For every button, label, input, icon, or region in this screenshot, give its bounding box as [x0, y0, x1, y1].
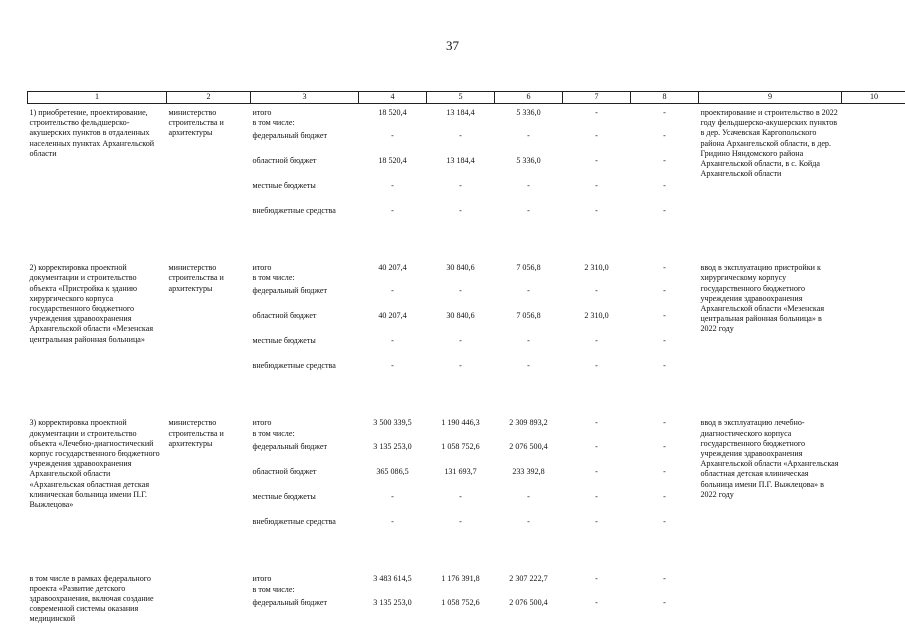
- amount-cell: -: [663, 206, 666, 216]
- amount-cell: -: [459, 206, 462, 216]
- amount-cell: -: [595, 108, 598, 117]
- amount-cell: 3 135 253,0: [373, 598, 412, 608]
- amount-cell: -: [663, 418, 666, 428]
- amount-cell: 5 336,0: [516, 108, 541, 117]
- funding-source: областной бюджет: [252, 311, 317, 321]
- amount-cell: -: [663, 466, 666, 476]
- task-description: 3) корректировка проектной документации и строительство объекта «Лечебно-диагностический корпус государственного бюджетного учреждения здравоохранения Архангельской области «Архангельская областная детская клиническая больница имени П.Г. Выжлецова»: [29, 418, 160, 510]
- executor: министерство строительства и архитектуры: [168, 263, 224, 293]
- column-number: 10: [842, 92, 905, 104]
- amount-cell: -: [391, 361, 394, 371]
- funding-source: местные бюджеты: [252, 336, 316, 346]
- column-10-cell: [842, 104, 905, 260]
- amount-cell: [495, 585, 563, 599]
- amount-cell: [631, 429, 699, 442]
- funding-source: итого: [252, 263, 272, 273]
- expected-result: ввод в эксплуатацию пристройки к хирургическому корпусу государственного бюджетного учреждения здравоохранения Архангельской области «Мезенская центральная районная больница» в 2022 году: [700, 263, 825, 334]
- amount-cell: 233 392,8: [512, 466, 545, 476]
- amount-cell: -: [595, 441, 598, 451]
- amount-cell: 1 190 446,3: [441, 418, 480, 428]
- amount-cell: 365 086,5: [376, 466, 409, 476]
- amount-cell: 1 176 391,8: [441, 573, 480, 583]
- amount-cell: -: [663, 441, 666, 451]
- amount-cell: -: [663, 573, 666, 583]
- funding-source: в том числе:: [252, 273, 295, 283]
- amount-cell: -: [595, 361, 598, 371]
- column-10-cell: [842, 259, 905, 414]
- amount-cell: -: [391, 286, 394, 296]
- task-description: 2) корректировка проектной документации и строительство объекта «Пристройка к зданию хирургического корпуса государственного бюджетного учреждения здравоохранения Архангельской области «Мезенская центральная районная больница»: [29, 263, 154, 344]
- funding-source: внебюджетные средства: [252, 516, 336, 526]
- program-table: [27, 91, 905, 625]
- amount-cell: -: [595, 573, 598, 583]
- funding-source: внебюджетные средства: [252, 361, 336, 371]
- column-number: 3: [251, 92, 359, 104]
- expected-result: ввод в эксплуатацию лечебно-диагностического корпуса государственного бюджетного учреждения здравоохранения Архангельской области «Архангельская областная детская клиническая больница имени П.Г. Выжлецова» в 2022 году: [700, 418, 839, 499]
- amount-cell: 40 207,4: [378, 263, 407, 273]
- amount-cell: 2 076 500,4: [509, 598, 548, 608]
- amount-cell: -: [595, 206, 598, 216]
- funding-source: внебюджетные средства: [252, 206, 336, 216]
- table-row: [28, 414, 905, 428]
- funding-source: федеральный бюджет: [252, 131, 327, 141]
- amount-cell: [631, 273, 699, 286]
- amount-cell: 40 207,4: [378, 311, 407, 321]
- amount-cell: 2 076 500,4: [509, 441, 548, 451]
- funding-source: местные бюджеты: [252, 491, 316, 501]
- amount-cell: 2 307 222,7: [509, 573, 548, 583]
- amount-cell: 7 056,8: [516, 311, 541, 321]
- amount-cell: -: [663, 131, 666, 141]
- amount-cell: [495, 118, 563, 131]
- amount-cell: [631, 585, 699, 599]
- amount-cell: 2 310,0: [584, 263, 609, 273]
- amount-cell: -: [663, 181, 666, 191]
- column-10-cell: [842, 570, 905, 625]
- amount-cell: -: [595, 598, 598, 608]
- amount-cell: 18 520,4: [378, 156, 407, 166]
- funding-source: областной бюджет: [252, 156, 317, 166]
- amount-cell: -: [527, 336, 530, 346]
- amount-cell: 3 500 339,5: [373, 418, 412, 428]
- amount-cell: [563, 118, 631, 131]
- amount-cell: 30 840,6: [446, 311, 475, 321]
- amount-cell: -: [595, 516, 598, 526]
- amount-cell: [563, 273, 631, 286]
- amount-cell: -: [663, 516, 666, 526]
- amount-cell: -: [595, 131, 598, 141]
- expected-result: проектирование и строительство в 2022 году фельдшерско-акушерских пунктов в дер. Усачевская Каргопольского района Архангельской области, в дер. Гридино Няндомского района Архангельской области, в с. Койда Архангельской области: [700, 108, 838, 179]
- column-number: 2: [167, 92, 251, 104]
- amount-cell: [495, 429, 563, 442]
- column-number: 8: [631, 92, 699, 104]
- amount-cell: [359, 273, 427, 286]
- column-number: 7: [563, 92, 631, 104]
- funding-source: областной бюджет: [252, 466, 317, 476]
- amount-cell: -: [595, 181, 598, 191]
- funding-source: местные бюджеты: [252, 181, 316, 191]
- column-number: 9: [699, 92, 842, 104]
- amount-cell: -: [459, 516, 462, 526]
- column-number: 4: [359, 92, 427, 104]
- amount-cell: -: [459, 181, 462, 191]
- amount-cell: -: [527, 516, 530, 526]
- column-number: 1: [28, 92, 167, 104]
- amount-cell: -: [391, 491, 394, 501]
- column-10-cell: [842, 414, 905, 569]
- funding-source: федеральный бюджет: [252, 598, 327, 608]
- funding-source: федеральный бюджет: [252, 286, 327, 296]
- funding-source: в том числе:: [252, 584, 295, 594]
- amount-cell: 1 058 752,6: [441, 598, 480, 608]
- executor: министерство строительства и архитектуры: [168, 418, 224, 448]
- amount-cell: -: [663, 598, 666, 608]
- funding-source: итого: [252, 108, 272, 117]
- amount-cell: 3 483 614,5: [373, 573, 412, 583]
- amount-cell: -: [391, 516, 394, 526]
- amount-cell: -: [595, 286, 598, 296]
- amount-cell: -: [595, 491, 598, 501]
- funding-source: в том числе:: [252, 428, 295, 438]
- funding-source: итого: [252, 573, 272, 583]
- column-number: 6: [495, 92, 563, 104]
- amount-cell: -: [527, 181, 530, 191]
- amount-cell: 7 056,8: [516, 263, 541, 273]
- amount-cell: 3 135 253,0: [373, 441, 412, 451]
- executor: [167, 570, 251, 625]
- amount-cell: -: [527, 286, 530, 296]
- amount-cell: -: [459, 336, 462, 346]
- amount-cell: [495, 273, 563, 286]
- task-description: 1) приобретение, проектирование, строительство фельдшерско-акушерских пунктов в отдаленных населенных пунктах Архангельской области: [29, 108, 155, 158]
- amount-cell: -: [595, 156, 598, 166]
- amount-cell: [427, 118, 495, 131]
- executor: министерство строительства и архитектуры: [168, 108, 224, 138]
- amount-cell: -: [663, 108, 666, 117]
- amount-cell: [359, 585, 427, 599]
- amount-cell: -: [663, 286, 666, 296]
- amount-cell: -: [527, 206, 530, 216]
- amount-cell: -: [391, 206, 394, 216]
- amount-cell: -: [527, 491, 530, 501]
- amount-cell: [563, 429, 631, 442]
- amount-cell: -: [663, 336, 666, 346]
- task-description: в том числе в рамках федерального проекта «Развитие детского здравоохранения, включая создание современной системы оказания медицинской: [29, 573, 154, 624]
- expected-result: [699, 570, 842, 625]
- funding-source: федеральный бюджет: [252, 441, 327, 451]
- amount-cell: [563, 585, 631, 599]
- amount-cell: -: [459, 361, 462, 371]
- amount-cell: -: [527, 361, 530, 371]
- amount-cell: [631, 118, 699, 131]
- amount-cell: -: [391, 181, 394, 191]
- amount-cell: [359, 429, 427, 442]
- table-row: [28, 570, 905, 585]
- table-row: [28, 259, 905, 273]
- amount-cell: 13 184,4: [446, 156, 475, 166]
- amount-cell: -: [459, 491, 462, 501]
- amount-cell: -: [663, 156, 666, 166]
- amount-cell: 2 310,0: [584, 311, 609, 321]
- amount-cell: 2 309 893,2: [509, 418, 548, 428]
- amount-cell: -: [595, 466, 598, 476]
- amount-cell: -: [595, 336, 598, 346]
- amount-cell: 13 184,4: [446, 108, 475, 117]
- amount-cell: 5 336,0: [516, 156, 541, 166]
- amount-cell: -: [527, 131, 530, 141]
- amount-cell: -: [459, 286, 462, 296]
- page-number: 37: [446, 38, 459, 53]
- amount-cell: 131 693,7: [444, 466, 477, 476]
- amount-cell: -: [595, 418, 598, 428]
- amount-cell: [359, 118, 427, 131]
- amount-cell: -: [391, 131, 394, 141]
- funding-source: в том числе:: [252, 118, 295, 128]
- amount-cell: [427, 585, 495, 599]
- column-number-row: [28, 92, 905, 104]
- amount-cell: -: [663, 491, 666, 501]
- funding-source: итого: [252, 418, 272, 428]
- table-row: [28, 104, 905, 119]
- amount-cell: -: [663, 263, 666, 273]
- amount-cell: -: [459, 131, 462, 141]
- amount-cell: -: [663, 361, 666, 371]
- amount-cell: [427, 429, 495, 442]
- amount-cell: 1 058 752,6: [441, 441, 480, 451]
- amount-cell: [427, 273, 495, 286]
- amount-cell: 30 840,6: [446, 263, 475, 273]
- amount-cell: -: [391, 336, 394, 346]
- amount-cell: -: [663, 311, 666, 321]
- column-number: 5: [427, 92, 495, 104]
- amount-cell: 18 520,4: [378, 108, 407, 117]
